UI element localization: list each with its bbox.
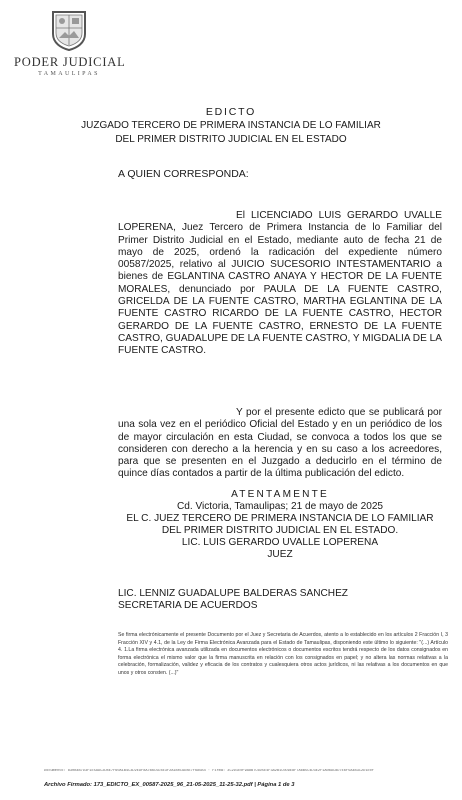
judge-title-1: EL C. JUEZ TERCERO DE PRIMERA INSTANCIA DE LO FAMILIAR — [126, 513, 434, 524]
logo — [14, 8, 124, 77]
addressee: A QUIEN CORRESPONDA: — [118, 168, 249, 180]
court-line-2: DEL PRIMER DISTRITO JUDICIAL EN EL ESTADO — [115, 134, 347, 145]
secretary-name: LIC. LENNIZ GUADALUPE BALDERAS SANCHEZ — [118, 588, 348, 599]
judge-role: JUEZ — [267, 549, 293, 560]
electronic-signature-note: Se firma electrónicamente el presente Documento por el Juez y Secretaria de Acuerdos, atento a lo establecido en los artículos 2 Fracción I, 3 Fracción XIV y 4.1, de la Ley de Firma Electrónica Avanzada para el Estado de Tamaulipas, disponiendo este último lo siguiente: "(...) Artículo 4. 1.La firma electrónica avanzada utilizada en documentos electrónicos o documentos escritos tendrá respecto de los datos consignados en forma electrónica el mismo valor que la firma manuscrita en relación con los consignados en papel; y no altera las normas relativas a la celebración, formalización, validez y eficacia de los contratos y cualesquiera otros actos jurídicos, ni las relativas a los documentos en que unos y otros consten. (...)" — [118, 632, 448, 676]
org-subtitle: TAMAULIPAS — [38, 71, 100, 77]
org-name: PODER JUDICIAL — [14, 55, 126, 69]
judge-title-2: DEL PRIMER DISTRITO JUDICIAL EN EL ESTADO. — [161, 525, 399, 536]
closing: ATENTAMENTE — [231, 489, 329, 500]
signature-hash-line: Documento: 830B4B7D3F1E5A9C2D8E7F60A1B4C3D2E9F8A7B6C5D4E3F2A1B0C9D8E7F6A5B4 · Firma: 3C2D1E0F9A8B7C6D5E4F3A2B1C0D9E8F7A6B5C4D3E2F1A0B9C8D7E6F5A4B3C2D1E0F — [44, 769, 374, 773]
body-paragraph-1: El LICENCIADO LUIS GERARDO UVALLE LOPERENA, Juez Tercero de Primera Instancia de lo Familiar del Primer Distrito Judicial en el Estado, mediante auto de fecha 21 de mayo de 2025, ordenó la radicación del expediente número 00587/2025, relativo al JUICIO SUCESORIO INTESTAMENTARIO a bienes de EGLANTINA CASTRO ANAYA Y HECTOR DE LA FUENTE MORALES, denunciado por PAULA DE LA FUENTE CASTRO, GRICELDA DE LA FUENTE CASTRO, MARTHA EGLANTINA DE LA FUENTE CASTRO RICARDO DE LA FUENTE CASTRO, HECTOR GERARDO DE LA FUENTE CASTRO, ERNESTO DE LA FUENTE CASTRO, GUADALUPE DE LA FUENTE CASTRO, Y MIGDALIA DE LA FUENTE CASTRO. — [118, 210, 442, 357]
court-line-1: JUZGADO TERCERO DE PRIMERA INSTANCIA DE LO FAMILIAR — [81, 120, 381, 131]
judge-name: LIC. LUIS GERARDO UVALLE LOPERENA — [181, 537, 379, 548]
signed-file-footer: Archivo Firmado: 173_EDICTO_EX_00587-2025_96_21-05-2025_11-25-32.pdf | Página 1 de 3 — [44, 782, 295, 788]
body-paragraph-2: Y por el presente edicto que se publicará por una sola vez en el periódico Oficial del Estado y en un periódico de los de mayor circulación en esta Ciudad, se convoca a todos los que se consideren con derecho a la herencia y en su caso a los acreedores, para que se presenten en el Juzgado a deducirlo en el término de quince días contados a partir de la última publicación del edicto. — [118, 407, 442, 480]
secretary-role: SECRETARIA DE ACUERDOS — [118, 600, 258, 611]
document-title: EDICTO — [205, 106, 257, 118]
place-date: Cd. Victoria, Tamaulipas; 21 de mayo de 2025 — [176, 501, 384, 512]
coat-of-arms-icon — [47, 8, 91, 52]
